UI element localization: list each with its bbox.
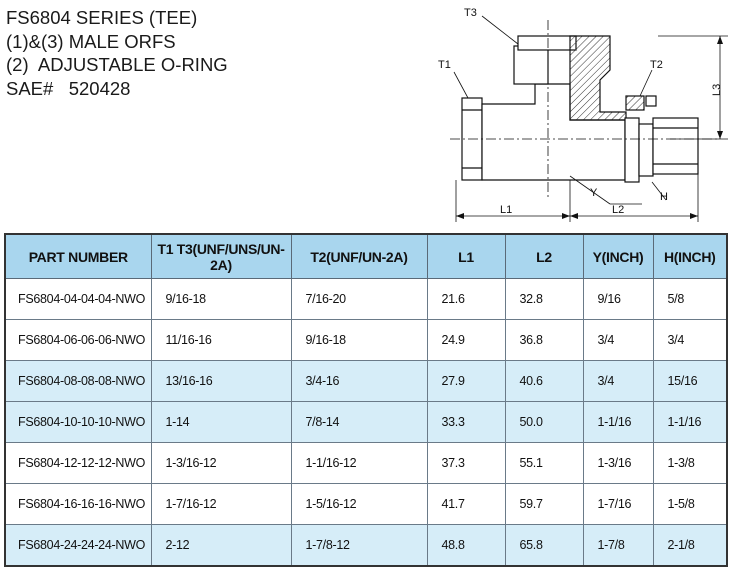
cell-l2: 59.7 [505,484,583,525]
cell-t2: 7/8-14 [291,402,427,443]
l1-label: L1 [500,204,513,216]
cell-l1: 48.8 [427,525,505,567]
cell-t1-t3: 11/16-16 [151,320,291,361]
header-part-number: PART NUMBER [5,234,151,279]
cell-h: 2-1/8 [653,525,727,567]
cell-t2: 1-7/8-12 [291,525,427,567]
cell-y: 1-1/16 [583,402,653,443]
cell-t2: 7/16-20 [291,279,427,320]
table-row [5,443,727,484]
table-row [5,484,727,525]
fitting-body [450,20,720,200]
title-block [6,6,228,100]
t2-label: T2 [650,59,663,71]
cell-t1-t3: 9/16-18 [151,279,291,320]
cell-t1-t3: 13/16-16 [151,361,291,402]
cell-h: 3/4 [653,320,727,361]
cell-t1-t3: 2-12 [151,525,291,567]
table-row [5,525,727,567]
l3-label: L3 [711,83,723,96]
table-header-row [5,234,727,279]
specification-table [4,233,728,567]
table-row [5,402,727,443]
t3-label: T3 [464,7,477,19]
oring-line: (2) ADJUSTABLE O-RING [6,54,228,75]
cell-l1: 21.6 [427,279,505,320]
cell-part-number: FS6804-08-08-08-NWO [5,361,151,402]
cell-l1: 41.7 [427,484,505,525]
cell-l2: 55.1 [505,443,583,484]
cell-h: 15/16 [653,361,727,402]
cell-t2: 3/4-16 [291,361,427,402]
cell-l2: 36.8 [505,320,583,361]
specification-table-container [4,233,726,562]
cell-part-number: FS6804-24-24-24-NWO [5,525,151,567]
h-label: H [660,191,668,203]
cell-part-number: FS6804-04-04-04-NWO [5,279,151,320]
cell-h: 1-5/8 [653,484,727,525]
tee-fitting-drawing [420,0,730,228]
cell-y: 1-3/16 [583,443,653,484]
cell-h: 1-1/16 [653,402,727,443]
cell-y: 3/4 [583,320,653,361]
cell-part-number: FS6804-12-12-12-NWO [5,443,151,484]
cell-t1-t3: 1-14 [151,402,291,443]
table-row [5,320,727,361]
cell-t1-t3: 1-3/16-12 [151,443,291,484]
cell-l2: 65.8 [505,525,583,567]
cell-l2: 40.6 [505,361,583,402]
cell-l2: 32.8 [505,279,583,320]
l2-label: L2 [612,204,625,216]
header-t2: T2(UNF/UN-2A) [291,234,427,279]
y-label: Y [590,187,598,199]
series-title: FS6804 SERIES (TEE) [6,7,198,28]
cell-t2: 1-1/16-12 [291,443,427,484]
cell-h: 5/8 [653,279,727,320]
cell-h: 1-3/8 [653,443,727,484]
cell-y: 3/4 [583,361,653,402]
cell-part-number: FS6804-16-16-16-NWO [5,484,151,525]
table-row [5,279,727,320]
table-row [5,361,727,402]
connection-type-line: (1)&(3) MALE ORFS [6,30,176,52]
cell-l1: 37.3 [427,443,505,484]
header-l1: L1 [427,234,505,279]
cell-y: 1-7/16 [583,484,653,525]
cell-l1: 27.9 [427,361,505,402]
cell-t1-t3: 1-7/16-12 [151,484,291,525]
sae-number: SAE# 520428 [6,77,131,99]
header-t1-t3: T1 T3(UNF/UNS/UN-2A) [151,234,291,279]
cell-t2: 9/16-18 [291,320,427,361]
header-l2: L2 [505,234,583,279]
cell-part-number: FS6804-06-06-06-NWO [5,320,151,361]
cell-y: 1-7/8 [583,525,653,567]
header-h-inch: H(INCH) [653,234,727,279]
cell-t2: 1-5/16-12 [291,484,427,525]
cell-l1: 24.9 [427,320,505,361]
header-y-inch: Y(INCH) [583,234,653,279]
cell-part-number: FS6804-10-10-10-NWO [5,402,151,443]
cell-l2: 50.0 [505,402,583,443]
cell-y: 9/16 [583,279,653,320]
cell-l1: 33.3 [427,402,505,443]
t1-label: T1 [438,59,451,71]
